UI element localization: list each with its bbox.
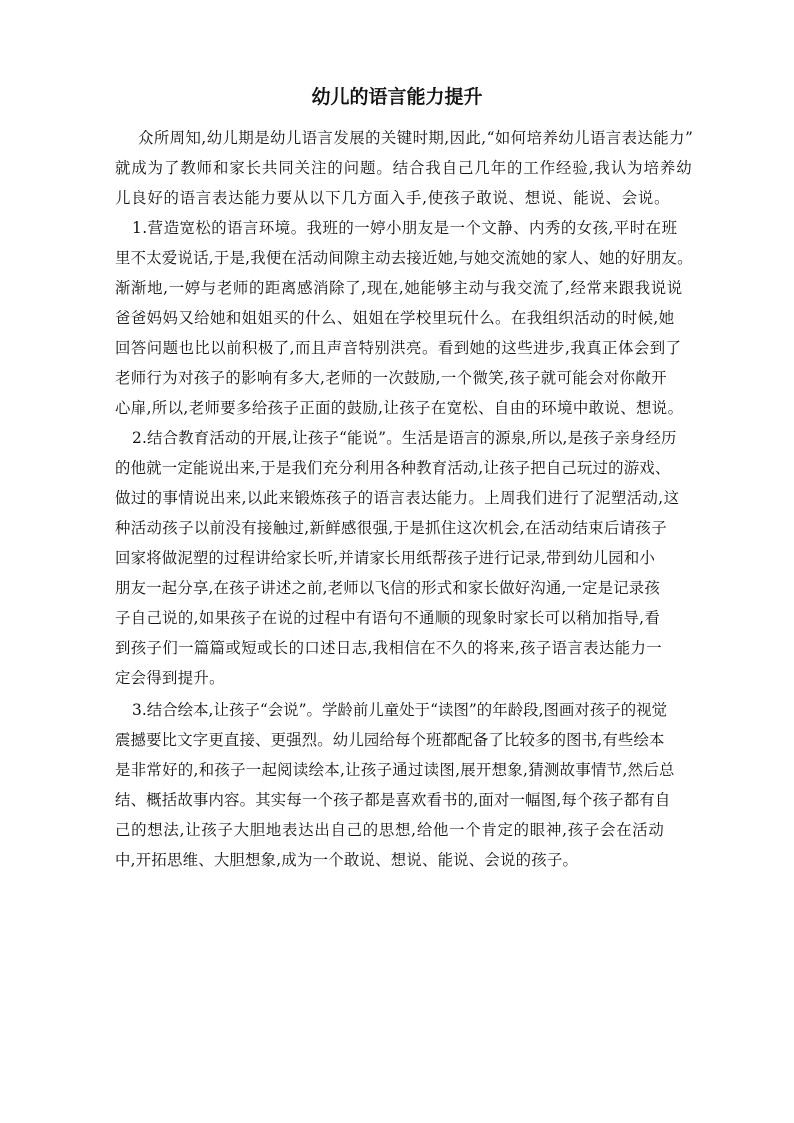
- text-line: 老师行为对孩子的影响有多大,老师的一次鼓励,一个微笑,孩子就可能会对你敞开: [115, 369, 667, 387]
- text-line: 是非常好的,和孩子一起阅读绘本,让孩子通过读图,展开想象,猜测故事情节,然后总: [115, 761, 675, 779]
- text-line: 回答问题也比以前积极了,而且声音特别洪亮。看到她的这些进步,我真正体会到了: [115, 339, 682, 357]
- text-line: 心扉,所以,老师要多给孩子正面的鼓励,让孩子在宽松、自由的环境中敢说、想说。: [115, 399, 684, 417]
- text-line: 震撼要比文字更直接、更强烈。幼儿园给每个班都配备了比较多的图书,有些绘本: [115, 731, 665, 749]
- text-line: 到孩子们一篇篇或短或长的口述日志,我相信在不久的将来,孩子语言表达能力一: [115, 639, 663, 657]
- text-line: 里不太爱说话,于是,我便在活动间隙主动去接近她,与她交流她的家人、她的好朋友。: [115, 249, 693, 267]
- text-line: 结、概括故事内容。其实每一个孩子都是喜欢看书的,面对一幅图,每个孩子都有自: [115, 791, 671, 809]
- text-line: 的他就一定能说出来,于是我们充分利用各种教育活动,让孩子把自己玩过的游戏、: [115, 459, 671, 477]
- text-line: 2.结合教育活动的开展,让孩子“能说”。生活是语言的源泉,所以,是孩子亲身经历: [132, 429, 677, 447]
- text-line: 3.结合绘本,让孩子“会说”。学龄前儿童处于“读图”的年龄段,图画对孩子的视觉: [132, 701, 668, 719]
- text-line: 就成为了教师和家长共同关注的问题。结合我自己几年的工作经验,我认为培养幼: [115, 159, 693, 177]
- text-line: 中,开拓思维、大胆想象,成为一个敢说、想说、能说、会说的孩子。: [115, 851, 579, 869]
- text-line: 种活动孩子以前没有接触过,新鲜感很强,于是抓住这次机会,在活动结束后请孩子: [115, 519, 667, 537]
- text-line: 子自己说的,如果孩子在说的过程中有语句不通顺的现象时家长可以稍加指导,看: [115, 609, 661, 627]
- text-line: 儿良好的语言表达能力要从以下几方面入手,使孩子敢说、想说、能说、会说。: [115, 189, 671, 207]
- text-line: 渐渐地,一婷与老师的距离感消除了,现在,她能够主动与我交流了,经常来跟我说说: [115, 279, 683, 297]
- text-line: 爸爸妈妈又给她和姐姐买的什么、姐姐在学校里玩什么。在我组织活动的时候,她: [115, 309, 675, 327]
- text-line: 朋友一起分享,在孩子讲述之前,老师以飞信的形式和家长做好沟通,一定是记录孩: [115, 579, 660, 597]
- page-title: 幼儿的语言能力提升: [311, 86, 483, 108]
- text-line: 众所周知,幼儿期是幼儿语言发展的关键时期,因此,“如何培养幼儿语言表达能力”: [138, 129, 694, 147]
- text-line: 定会得到提升。: [115, 669, 225, 687]
- text-line: 己的想法,让孩子大胆地表达出自己的思想,给他一个肯定的眼神,孩子会在活动: [115, 821, 665, 839]
- text-line: 1.营造宽松的语言环境。我班的一婷小朋友是一个文静、内秀的女孩,平时在班: [132, 219, 678, 237]
- text-line: 做过的事情说出来,以此来锻炼孩子的语言表达能力。上周我们进行了泥塑活动,这: [115, 489, 680, 507]
- text-line: 回家将做泥塑的过程讲给家长听,并请家长用纸帮孩子进行记录,带到幼儿园和小: [115, 549, 656, 567]
